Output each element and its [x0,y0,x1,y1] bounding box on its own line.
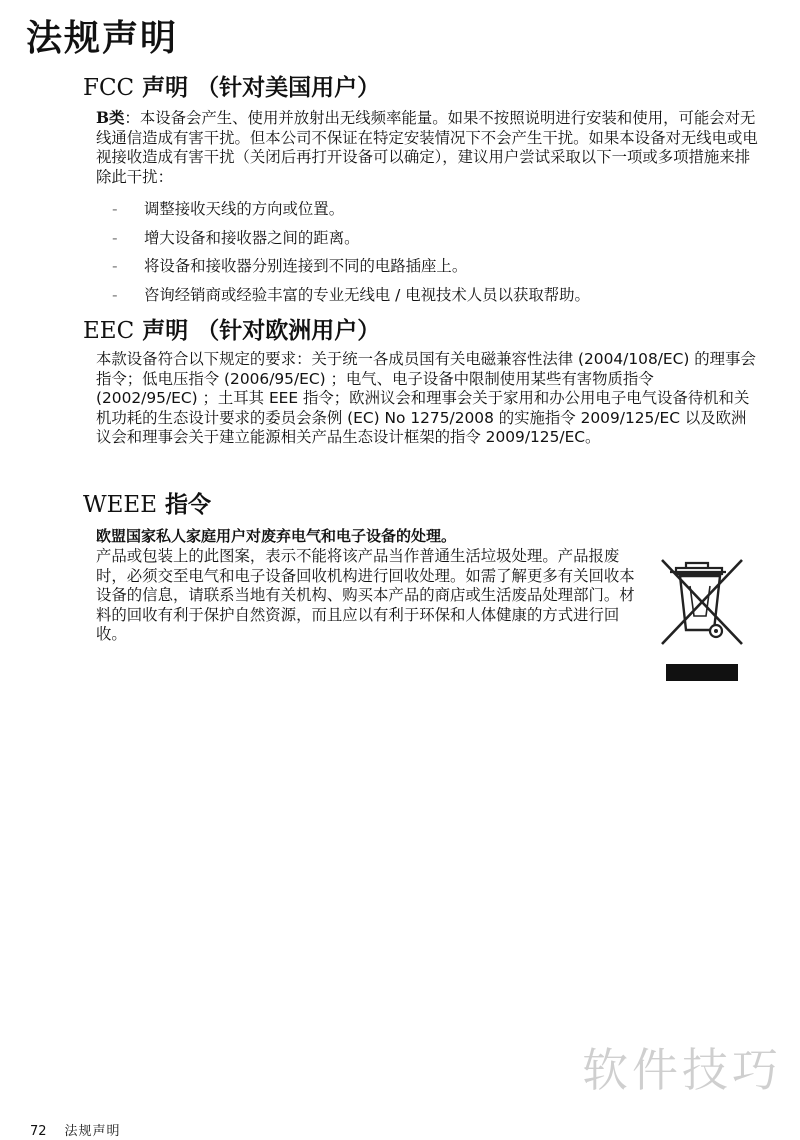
list-item-text: 增大设备和接收器之间的距离。 [144,228,360,247]
list-item [112,285,590,314]
eec-heading-text: 声明 （针对欧洲用户） [142,318,381,344]
fcc-class-letter: B [96,109,110,127]
fcc-heading-text: 声明 （针对美国用户） [142,75,381,101]
weee-heading-latin: WEEE [83,492,158,518]
list-item [112,256,590,285]
footer-section-title: 法规声明 [64,1124,121,1139]
weee-heading-text: 指令 [165,492,212,518]
list-item-text: 将设备和接收器分别连接到不同的电路插座上。 [144,257,468,275]
list-item-text: 调整接收天线的方向或位置。 [144,200,345,218]
bullet-dash: - [112,200,118,218]
weee-subheading: 欧盟国家私人家庭用户对废弃电气和电子设备的处理。 [96,527,457,545]
fcc-heading [83,73,380,103]
eec-heading [83,316,380,346]
bullet-dash: - [112,228,118,247]
page-number: 72 [30,1124,47,1139]
bullet-dash: - [112,257,118,275]
fcc-heading-latin: FCC [83,75,135,101]
fcc-paragraph [96,109,758,187]
eec-heading-latin: EEC [83,318,135,344]
list-item-text: 咨询经销商或经验丰富的专业无线电 / 电视技术人员以获取帮助。 [144,285,590,304]
fcc-body: ：本设备会产生、使用并放射出无线频率能量。如果不按照说明进行安装和使用，可能会对无线通信造成有害干扰。但本公司不保证在特定安装情况下不会产生干扰。如果本设备对无线电或电视接收造成有害干扰（关闭后再打开设备可以确定），建议用户尝试采取以下一项或多项措施来排除此干扰： [96,109,758,186]
page-title: 法规声明 [26,18,179,59]
bullet-dash: - [112,285,118,304]
weee-paragraph: 产品或包装上的此图案，表示不能将该产品当作普通生活垃圾处理。产品报废时，必须交至电气和电子设备回收机构进行回收处理。如需了解更多有关回收本设备的信息，请联系当地有关机构、购买本产品的商店或生活废品处理部门。材料的回收有利于保护自然资源，而且应以有利于环保和人体健康的方式进行回收。 [96,547,635,643]
eec-paragraph: 本款设备符合以下规定的要求：关于统一各成员国有关电磁兼容性法律 (2004/108/EC) 的理事会指令；低电压指令 (2006/95/EC) ；电气、电子设备中限制使用某些有害物质指令 (2002/95/EC) ；土耳其 EEE 指令；欧洲议会和理事会关于家用和办公用电子电气设备待机和关机功耗的生态设计要求的委员会条例 (EC) No 1275/2008 的实施指令 2009/125/EC 以及欧洲议会和理事会关于建立能源相关产品生态设计框架的指令 2009/125/EC。 [96,350,756,446]
weee-heading [83,490,211,520]
list-item [112,228,590,257]
crossed-out-wheelie-bin-icon [656,554,748,684]
fcc-class-label: 类 [109,109,125,127]
watermark: 软件技巧 [582,1043,782,1097]
fcc-measures-list [112,199,590,313]
page-footer [30,1124,121,1140]
list-item [112,199,590,228]
